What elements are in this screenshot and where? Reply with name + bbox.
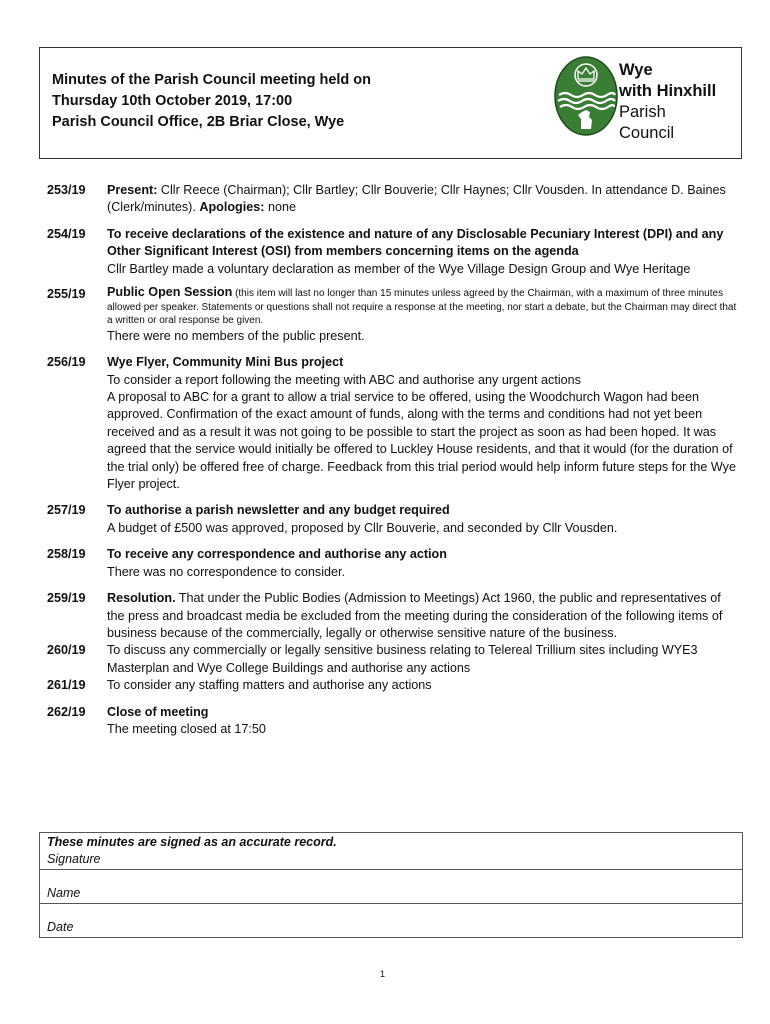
minute-item	[47, 286, 737, 345]
signature-label: Signature	[47, 852, 101, 866]
present-label: Present:	[107, 183, 158, 197]
meeting-title-line: Parish Council Office, 2B Briar Close, Wye	[52, 114, 345, 130]
resolution-label: Resolution.	[107, 591, 176, 606]
minute-item	[47, 182, 737, 217]
item-text: The meeting closed at 17:50	[107, 721, 266, 736]
item-body	[107, 590, 737, 642]
apologies-label: Apologies:	[199, 200, 265, 215]
minute-item	[47, 546, 737, 581]
item-number: 253/19	[47, 183, 86, 197]
item-number: 255/19	[47, 287, 86, 302]
minute-item	[47, 226, 737, 278]
council-name-line: with Hinxhill	[619, 82, 717, 100]
item-body	[107, 286, 737, 345]
item-heading: To receive declarations of the existence and nature of any Disclosable Pecuniary Interest (DPI) and any Other Significant Interest (OSI) from members concerning items on the agenda	[107, 226, 724, 259]
date-label: Date	[47, 920, 74, 934]
item-text: That under the Public Bodies (Admission to Meetings) Act 1960, the public and representatives of the press and broadcast media be excluded from the meeting during the consideration of the following items of business because of the commercially, legally or otherwise sensitive nature of the business.	[107, 591, 723, 640]
item-number: 257/19	[47, 503, 86, 518]
minute-item	[47, 354, 737, 493]
council-name-line: Council	[619, 124, 675, 142]
minute-item	[47, 502, 737, 537]
item-heading: To receive any correspondence and authorise any action	[107, 547, 447, 562]
item-body	[107, 226, 737, 278]
item-number: 261/19	[47, 678, 86, 693]
item-text: To discuss any commercially or legally sensitive business relating to Telereal Trillium sites including WYE3 Masterplan and Wye College Buildings and authorise any actions	[107, 643, 698, 675]
apologies-text: none	[267, 200, 296, 215]
name-label: Name	[47, 886, 81, 900]
page-number: 1	[380, 969, 386, 979]
meeting-title	[52, 70, 371, 133]
minute-item	[47, 642, 737, 677]
name-divider	[40, 903, 742, 904]
council-name	[619, 60, 716, 144]
item-number: 262/19	[47, 704, 86, 719]
item-text: A proposal to ABC for a grant to allow a trial service to be offered, using the Woodchurch Wagon had been approved. Confirmation of the exact amount of funds, along with the terms and conditions had not yet been received and as a result it was not going to be possible to start the project as soon as had been hoped. It was agreed that the service would initially be offered to Luckley House residents, and that it would (for the duration of the trial only) be offered free of charge. Feedback from this trial period would help inform future steps for the Wye Flyer project.	[107, 390, 736, 492]
item-number: 254/19	[47, 226, 86, 241]
item-heading: Close of meeting	[107, 704, 209, 719]
item-text: A budget of £500 was approved, proposed by Cllr Bouverie, and seconded by Cllr Vousden.	[107, 520, 618, 535]
item-subheading: To consider a report following the meeting with ABC and authorise any urgent actions	[107, 372, 581, 387]
item-body	[107, 704, 737, 739]
item-heading: Wye Flyer, Community Mini Bus project	[107, 355, 344, 370]
meeting-title-line: Minutes of the Parish Council meeting held on	[52, 72, 372, 88]
item-body	[107, 546, 737, 581]
item-body	[107, 502, 737, 537]
council-name-line: Wye	[619, 61, 653, 79]
item-text: There was no correspondence to consider.	[107, 564, 346, 579]
header-box	[39, 47, 742, 159]
meeting-title-line: Thursday 10th October 2019, 17:00	[52, 93, 293, 109]
crown-river-horse-icon	[553, 55, 619, 137]
item-note: (this item will last no longer than 15 minutes unless agreed by the Chairman, with a maximum of three minutes allowed per speaker. Statements or questions shall not require a response at the meeting, nor start a debate, but the Chairman may direct that a written or oral response be given.	[107, 288, 737, 327]
item-text: To consider any staffing matters and authorise any actions	[107, 678, 432, 693]
signature-box	[39, 832, 743, 938]
minutes-items	[47, 182, 737, 738]
item-number: 259/19	[47, 591, 86, 606]
minute-item	[47, 677, 737, 694]
item-number: 256/19	[47, 355, 86, 370]
item-body	[107, 182, 737, 217]
present-text: Cllr Reece (Chairman); Cllr Bartley; Cllr Bouverie; Cllr Haynes; Cllr Vousden. In attendance D. Baines (Clerk/minutes).	[107, 183, 726, 215]
item-heading: To authorise a parish newsletter and any budget required	[107, 503, 450, 518]
item-number: 260/19	[47, 643, 86, 658]
item-text: There were no members of the public present.	[107, 328, 365, 343]
council-name-line: Parish	[619, 103, 666, 121]
signature-divider	[40, 869, 742, 870]
item-text: Cllr Bartley made a voluntary declaration as member of the Wye Village Design Group and Wye Heritage	[107, 261, 691, 276]
item-number: 258/19	[47, 547, 86, 562]
minute-item	[47, 590, 737, 642]
minute-item	[47, 704, 737, 739]
signature-statement: These minutes are signed as an accurate record.	[47, 835, 337, 849]
item-heading: Public Open Session	[107, 285, 233, 300]
item-body	[107, 354, 737, 493]
